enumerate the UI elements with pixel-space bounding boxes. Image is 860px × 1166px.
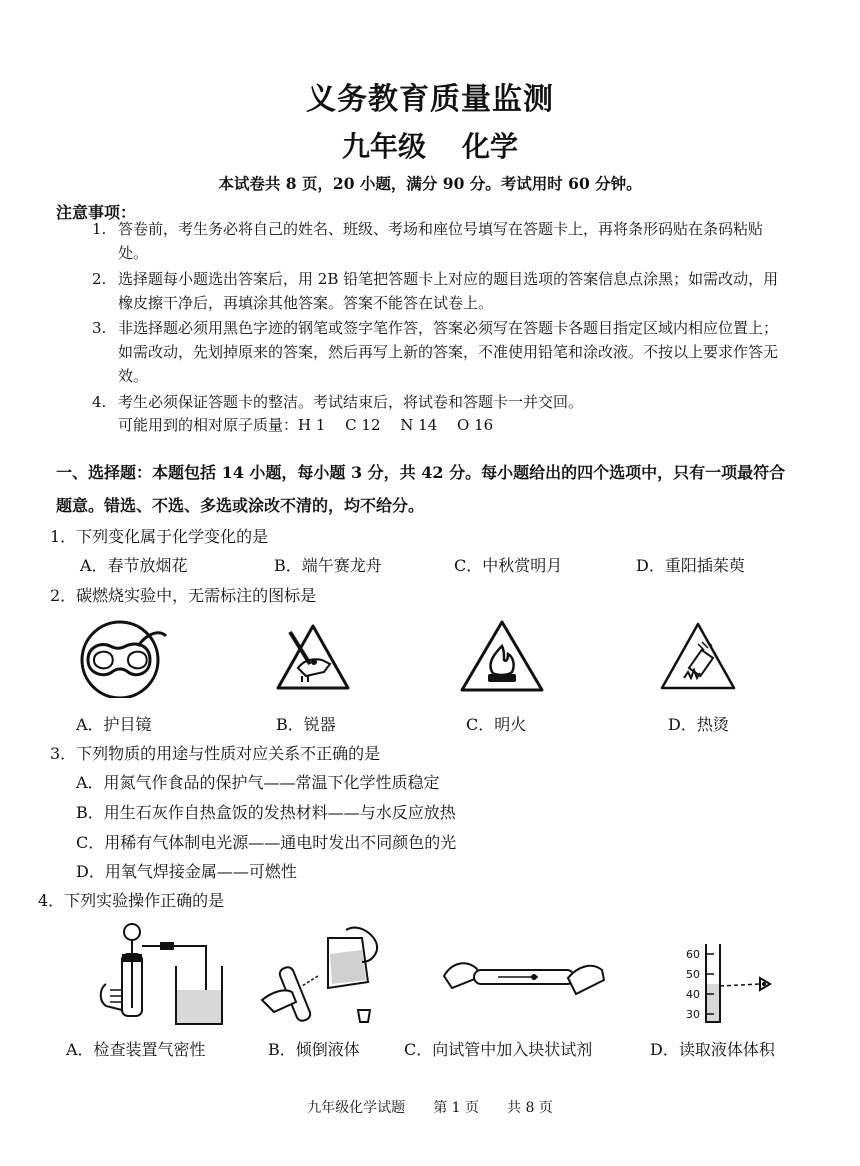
footer-page: 第 1 页 bbox=[433, 1100, 479, 1116]
open-flame-icon bbox=[456, 616, 548, 696]
airtightness-apparatus-figure bbox=[96, 920, 226, 1028]
q1-option-b: B．端午赛龙舟 bbox=[274, 556, 382, 575]
q3-option-d: D．用氧气焊接金属——可燃性 bbox=[76, 862, 297, 881]
pouring-liquid-figure bbox=[258, 924, 388, 1028]
graduated-cylinder-figure bbox=[672, 942, 782, 1024]
q4-option-d: D．读取液体体积 bbox=[650, 1040, 775, 1059]
q1-option-d: D．重阳插茱萸 bbox=[636, 556, 745, 575]
cylinder-tick-50: 50 bbox=[686, 968, 700, 981]
adding-solid-figure bbox=[438, 948, 608, 1008]
subject-label: 化学 bbox=[462, 130, 519, 163]
section-heading: 一、选择题：本题包括 14 小题，每小题 3 分，共 42 分。每小题给出的四个选项中，只有一项最符合题意。错选、不选、多选或涂改不清的，均不给分。 bbox=[56, 463, 786, 515]
q4-option-c: C．向试管中加入块状试剂 bbox=[404, 1040, 593, 1059]
q2-option-a: A．护目镜 bbox=[76, 715, 152, 734]
footer-total: 共 8 页 bbox=[507, 1100, 553, 1116]
q1-option-a: A．春节放烟花 bbox=[80, 556, 188, 575]
notice-item-text: 答卷前，考生务必将自己的姓名、班级、考场和座位号填写在答题卡上，再将条形码贴在条码粘贴处。 bbox=[118, 220, 764, 262]
q4-option-a: A．检查装置气密性 bbox=[66, 1040, 206, 1059]
notice-title: 注意事项： bbox=[56, 203, 137, 222]
notice-item: 4. 考生必须保证答题卡的整洁。考试结束后，将试卷和答题卡一并交回。 bbox=[92, 390, 792, 414]
hot-surface-icon bbox=[656, 618, 740, 694]
question-3-stem: 3．下列物质的用途与性质对应关系不正确的是 bbox=[50, 744, 381, 763]
notice-item: 2. 选择题每小题选出答案后，用 2B 铅笔把答题卡上对应的题目选项的答案信息点涂黑；如需改动，用橡皮擦干净后，再填涂其他答案。答案不能答在试卷上。 bbox=[92, 267, 792, 315]
notice-item: 3. 非选择题必须用黑色字迹的钢笔或签字笔作答，答案必须写在答题卡各题目指定区域内相应位置上；如需改动，先划掉原来的答案，然后再写上新的答案，不准使用铅笔和涂改液。不按以上要求作答无效。 bbox=[92, 316, 792, 388]
cylinder-tick-40: 40 bbox=[686, 988, 700, 1001]
goggles-icon bbox=[78, 616, 170, 698]
notice-item-text: 非选择题必须用黑色字迹的钢笔或签字笔作答，答案必须写在答题卡各题目指定区域内相应位置上；如需改动，先划掉原来的答案，然后再写上新的答案，不准使用铅笔和涂改液。不按以上要求作答无效。 bbox=[118, 319, 779, 385]
cylinder-tick-60: 60 bbox=[686, 948, 700, 961]
notice-item-text: 考生必须保证答题卡的整洁。考试结束后，将试卷和答题卡一并交回。 bbox=[118, 393, 584, 411]
atomic-mass: 可能用到的相对原子质量：H 1 C 12 N 14 O 16 bbox=[118, 416, 494, 434]
q4-option-b: B．倾倒液体 bbox=[268, 1040, 360, 1059]
q2-option-b: B．锐器 bbox=[276, 715, 336, 734]
q2-option-d: D．热烫 bbox=[668, 715, 729, 734]
notice-item: 1. 答卷前，考生务必将自己的姓名、班级、考场和座位号填写在答题卡上，再将条形码贴在条码粘贴处。 bbox=[92, 217, 792, 265]
q1-option-c: C．中秋赏明月 bbox=[454, 556, 563, 575]
question-1-stem: 1．下列变化属于化学变化的是 bbox=[50, 527, 269, 546]
q3-option-b: B．用生石灰作自热盒饭的发热材料——与水反应放热 bbox=[76, 803, 456, 822]
question-4-stem: 4．下列实验操作正确的是 bbox=[38, 891, 225, 910]
grade-label: 九年级 bbox=[341, 130, 426, 163]
footer-title: 九年级化学试题 bbox=[307, 1100, 406, 1116]
page-footer bbox=[0, 1097, 860, 1117]
q3-option-c: C．用稀有气体制电光源——通电时发出不同颜色的光 bbox=[76, 833, 457, 852]
q3-option-a: A．用氮气作食品的保护气——常温下化学性质稳定 bbox=[76, 773, 440, 792]
notice-item-text: 选择题每小题选出答案后，用 2B 铅笔把答题卡上对应的题目选项的答案信息点涂黑；如需改动，用橡皮擦干净后，再填涂其他答案。答案不能答在试卷上。 bbox=[118, 270, 779, 312]
cylinder-tick-30: 30 bbox=[686, 1008, 700, 1021]
exam-info: 本试卷共 8 页，20 小题，满分 90 分。考试用时 60 分钟。 bbox=[218, 174, 642, 193]
exam-title: 义务教育质量监测 bbox=[306, 82, 554, 117]
q2-option-c: C．明火 bbox=[466, 715, 527, 734]
sharp-object-icon bbox=[270, 618, 356, 694]
exam-subtitle bbox=[0, 125, 860, 165]
question-2-stem: 2．碳燃烧实验中，无需标注的图标是 bbox=[50, 586, 317, 605]
